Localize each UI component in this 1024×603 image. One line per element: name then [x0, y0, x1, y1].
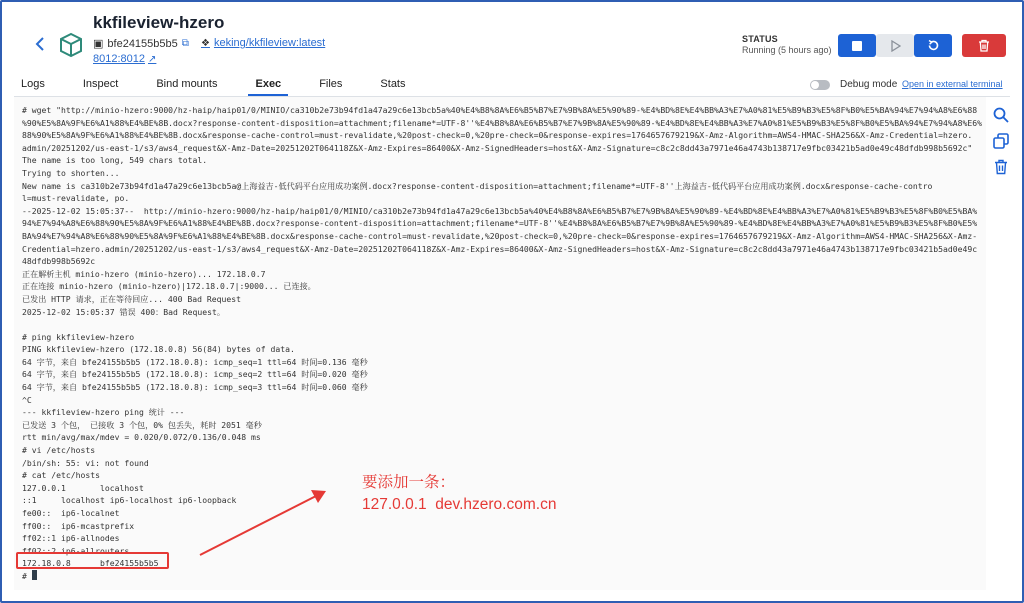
copy-id-icon[interactable]: ⧉: [181, 38, 189, 49]
terminal-line: %90%E5%8A%9F%E6%A1%88%E4%BE%8B.docx?response-content-disposition=attachment;filename*=UTF-8''%E4%B8%8A%E6%B5%B7%E7%9B%8A%E5%90%89-%E4%BD%8E%E4%BB%A3%E7%A0%81%E5%B9%B3%E5%8F%B0%E5%BA%94%E7%94%A8%E6%: [22, 117, 982, 128]
terminal-cursor: [32, 570, 37, 580]
terminal-line: # vi /etc/hosts: [22, 445, 96, 456]
image-link-row: [201, 37, 325, 49]
tab-logs[interactable]: Logs: [21, 78, 45, 90]
terminal-line: 172.18.0.8 bfe24155b5b5: [22, 558, 159, 569]
port-link[interactable]: 8012:8012: [93, 53, 145, 65]
stop-button[interactable]: [838, 34, 876, 57]
external-link-icon[interactable]: ↗: [148, 54, 157, 65]
terminal-line: 88%90%E5%8A%9F%E6%A1%88%E4%BE%8B.docx&response-cache-control=must-revalidate,%20post-check=0,%20pre-check=0&response-expires=1764657679219&X-Amz-Algorithm=AWS4-HMAC-SHA256&X-Amz-Credential=hzero.: [22, 130, 973, 141]
search-icon[interactable]: [990, 104, 1012, 126]
chevron-left-icon[interactable]: [34, 36, 46, 52]
terminal-line: ^C: [22, 394, 32, 405]
terminal-line: 64 字节，来自 bfe24155b5b5 (172.18.0.8): icmp_seq=3 ttl=64 时间=0.060 毫秒: [22, 382, 368, 393]
terminal-line: 正在连接 minio-hzero (minio-hzero)|172.18.0.7|:9000... 已连接。: [22, 281, 316, 292]
tab-files[interactable]: Files: [319, 78, 343, 90]
open-external-terminal-link[interactable]: Open in external terminal: [902, 79, 1003, 89]
terminal-line: 64 字节，来自 bfe24155b5b5 (172.18.0.8): icmp_seq=2 ttl=64 时间=0.020 毫秒: [22, 369, 368, 380]
terminal-line: 2025-12-02 15:05:37 错误 400：Bad Request。: [22, 306, 225, 317]
play-icon: [889, 40, 901, 52]
start-button[interactable]: [876, 34, 914, 57]
terminal-line: ff02::1 ip6-allnodes: [22, 533, 120, 544]
container-id-row: [93, 37, 189, 50]
stop-icon: [852, 41, 862, 51]
terminal-line: Trying to shorten...: [22, 167, 120, 178]
terminal-line: 48dfdb998b5692c: [22, 256, 96, 267]
cube-small-icon: ▣: [93, 38, 104, 50]
terminal-line: 已发出 HTTP 请求，正在等待回应... 400 Bad Request: [22, 293, 241, 304]
terminal-line: --- kkfileview-hzero ping 统计 ---: [22, 407, 185, 418]
debug-mode-label: Debug mode: [840, 79, 898, 90]
terminal-line: PING kkfileview-hzero (172.18.0.8) 56(84) bytes of data.: [22, 344, 295, 355]
restart-button[interactable]: [914, 34, 952, 57]
tab-stats[interactable]: Stats: [380, 78, 406, 90]
status-label: STATUS: [742, 34, 778, 44]
terminal-line: l=must-revalidate, po.: [22, 193, 130, 204]
terminal-line: ::1 localhost ip6-localhost ip6-loopback: [22, 495, 237, 506]
terminal-line: # cat /etc/hosts: [22, 470, 100, 481]
annotation-note: 要添加一条： 127.0.0.1 dev.hzero.com.cn: [362, 474, 557, 513]
terminal-prompt: #: [22, 570, 32, 581]
terminal-line: 正在解析主机 minio-hzero (minio-hzero)... 172.18.0.7: [22, 268, 266, 279]
terminal-line: 64 字节，来自 bfe24155b5b5 (172.18.0.8): icmp_seq=1 ttl=64 时间=0.136 毫秒: [22, 356, 368, 367]
terminal-line: ff00:: ip6-mcastprefix: [22, 520, 135, 531]
image-icon: ❖: [201, 37, 210, 49]
container-id: bfe24155b5b5: [107, 37, 178, 50]
delete-button[interactable]: [962, 34, 1006, 57]
terminal-line: ff02::2 ip6-allrouters: [22, 545, 130, 556]
hosts-entry-highlight: [16, 552, 169, 569]
terminal-line: # ping kkfileview-hzero: [22, 331, 135, 342]
tab-bar: [14, 74, 437, 96]
tab-exec[interactable]: Exec: [248, 74, 288, 96]
terminal-line: New name is ca310b2e73b94fd1a47a29c6e13bcb5a@上海益吉-低代码平台应用成功案例.docx?response-content-disposition=attachment;filename*=UTF-8''上海益吉-低代码平台应用成功案例.docx&response-cache-contro: [22, 180, 933, 191]
trash-icon: [978, 39, 990, 52]
container-header: [0, 0, 1024, 74]
cube-icon: [58, 32, 84, 58]
terminal-line: BA%94%E7%94%A8%E6%88%90%E5%8A%9F%E6%A1%88%E4%BE%8B.docx&response-cache-control=must-revalidate,%20post-check=0,%20pre-check=0&response-expires=1764657679219&X-Amz-Algorithm=AWS4-HMAC-SHA256&X-Amz-: [22, 230, 978, 241]
copy-icon[interactable]: [990, 130, 1012, 152]
terminal-line: Credential=hzero.admin/20251202/us-east-1/s3/aws4_request&X-Amz-Date=20251202T064118Z&X-Amz-Expires=86400&X-Amz-SignedHeaders=host&X-Amz-Signature=c8c2c8dd43a7971e46a4743b138717e9fbc03421b5ad0e49c: [22, 243, 978, 254]
terminal-line: [22, 318, 982, 331]
terminal-line: # wget "http://minio-hzero:9000/hz-haip/haip01/0/MINIO/ca310b2e73b94fd1a47a29c6e13bcb5a%40%E4%B8%8A%E6%B5%B7%E7%9B%8A%E5%90%89-%E4%BD%8E%E4%BB%A3%E7%A0%81%E5%B9%B3%E5%8F%B0%E5%BA%94%E7%94%A8%E6%88: [22, 105, 978, 115]
terminal-line: /bin/sh: 55: vi: not found: [22, 457, 149, 468]
trash-icon[interactable]: [990, 156, 1012, 178]
port-link-row: [93, 53, 156, 65]
terminal-line: --2025-12-02 15:05:37-- http://minio-hzero:9000/hz-haip/haip01/0/MINIO/ca310b2e73b94fd1a47a29c6e13bcb5a%40%E4%B8%8A%E6%B5%B7%E7%9B%8A%E5%90%89-%E4%BD%8E%E4%BB%A3%E7%A0%81%E5%B9%B3%E5%8F%B0%E5%BA%: [22, 205, 978, 216]
status-value: Running (5 hours ago): [742, 45, 832, 55]
terminal-line: 127.0.0.1 localhost: [22, 482, 144, 493]
container-title: kkfileview-hzero: [93, 13, 225, 32]
restart-icon: [927, 39, 940, 52]
terminal-line: The name is too long, 549 chars total.: [22, 155, 208, 166]
terminal-line: admin/20251202/us-east-1/s3/aws4_request&X-Amz-Date=20251202T064118Z&X-Amz-Expires=86400&X-Amz-SignedHeaders=host&X-Amz-Signature=c8c2c8dd43a7971e46a4743b138717e9fbc03421b5ad0e49c48dfdb998b5692c": [22, 142, 973, 153]
tab-bind-mounts[interactable]: Bind mounts: [156, 78, 218, 90]
terminal-line: 已发送 3 个包， 已接收 3 个包，0% 包丢失，耗时 2051 毫秒: [22, 419, 262, 430]
terminal-line: rtt min/avg/max/mdev = 0.020/0.072/0.136/0.048 ms: [22, 432, 261, 443]
debug-mode-toggle[interactable]: [810, 80, 830, 90]
tab-inspect[interactable]: Inspect: [82, 78, 119, 90]
terminal-line: fe00:: ip6-localnet: [22, 508, 120, 518]
terminal-line: 94%E7%94%A8%E6%88%90%E5%8A%9F%E6%A1%88%E4%BE%8B.docx?response-content-disposition=attachment;filename*=UTF-8''%E4%B8%8A%E6%B5%B7%E7%9B%8A%E5%90%89-%E4%BD%8E%E4%BB%A3%E7%A0%81%E5%B9%B3%E5%8F%B0%E5%: [22, 218, 978, 229]
image-link[interactable]: keking/kkfileview:latest: [213, 37, 326, 49]
